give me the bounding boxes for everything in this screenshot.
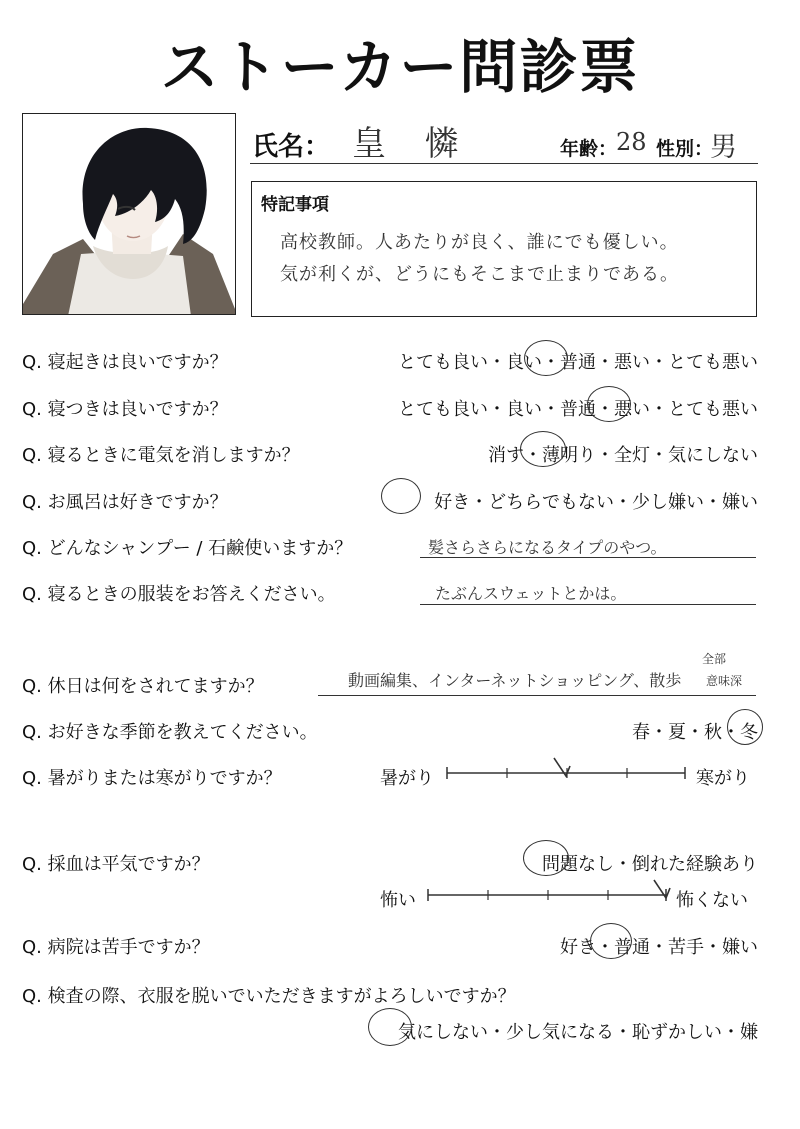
options-undress: 気にしない・少し気になる・恥ずかしい・嫌: [398, 1022, 758, 1043]
question-bath: Q. お風呂は好きですか？: [22, 492, 228, 513]
option[interactable]: 良い: [506, 399, 542, 420]
portrait-illustration: [23, 114, 236, 315]
option[interactable]: 嫌い: [722, 492, 758, 513]
option-selected[interactable]: 冬: [740, 722, 758, 743]
shampoo-answer-line: [420, 557, 756, 558]
option-selected[interactable]: 好き: [434, 492, 471, 513]
option[interactable]: とても悪い: [668, 399, 758, 420]
question-lights: Q. 寝るときに電気を消しますか？: [22, 445, 300, 466]
selection-circle: [523, 840, 569, 876]
option[interactable]: とても良い: [398, 352, 488, 373]
age-value: 28: [616, 128, 647, 156]
option[interactable]: 良い: [506, 352, 542, 373]
selection-circle: [381, 478, 421, 514]
notes-line-2: 気が利くが、どうにもそこまで止まりである。: [280, 264, 679, 285]
option-selected[interactable]: 普通: [614, 937, 650, 958]
option[interactable]: 夏: [668, 722, 686, 743]
scale-heat-cold[interactable]: [447, 764, 687, 786]
page-title: ストーカー問診票: [160, 33, 640, 101]
special-notes-label: 特記事項: [261, 195, 329, 215]
sex-label: 性別：: [656, 138, 714, 160]
selection-circle: [727, 709, 763, 745]
question-shampoo: Q. どんなシャンプー / 石鹸使いますか？: [22, 538, 353, 559]
question-sleepwear: Q. 寝るときの服装をお答えください。: [22, 584, 336, 605]
holiday-answer[interactable]: 動画編集、インターネットショッピング、散歩: [348, 671, 682, 690]
option-selected[interactable]: 問題なし: [542, 854, 614, 875]
option[interactable]: 全灯: [614, 445, 650, 466]
option[interactable]: 倒れた経験あり: [632, 854, 758, 875]
option[interactable]: 少し気になる: [506, 1022, 614, 1043]
holiday-answer-line: [318, 695, 756, 696]
option[interactable]: 好き: [560, 937, 596, 958]
scale-blood-fear[interactable]: [428, 886, 670, 908]
option[interactable]: どちらでもない: [488, 492, 614, 513]
options-hospital: 好き・普通・苦手・嫌い: [560, 937, 758, 958]
question-heat-cold: Q. 暑がりまたは寒がりですか？: [22, 768, 282, 789]
question-holiday: Q. 休日は何をされてますか？: [22, 676, 264, 697]
option[interactable]: 恥ずかしい: [632, 1022, 722, 1043]
option[interactable]: 普通: [560, 399, 596, 420]
selection-circle: [524, 340, 568, 376]
question-blood-draw: Q. 採血は平気ですか？: [22, 854, 210, 875]
question-hospital: Q. 病院は苦手ですか？: [22, 937, 210, 958]
option[interactable]: とても悪い: [668, 352, 758, 373]
question-wakeup: Q. 寝起きは良いですか？: [22, 352, 228, 373]
options-season: 春・夏・秋・冬: [632, 722, 758, 743]
option[interactable]: 嫌: [740, 1022, 758, 1043]
option[interactable]: 消す: [488, 445, 524, 466]
scale-right-label: 寒がり: [696, 768, 750, 789]
option-selected[interactable]: 悪い: [614, 399, 650, 420]
holiday-answer-note: 全部: [702, 652, 727, 666]
option[interactable]: 悪い: [614, 352, 650, 373]
selection-circle: [520, 431, 566, 467]
sex-value: 男: [710, 132, 737, 163]
option[interactable]: とても良い: [398, 399, 488, 420]
name-label: 氏名：: [252, 132, 331, 162]
question-season: Q. お好きな季節を教えてください。: [22, 722, 318, 743]
option[interactable]: 秋: [704, 722, 722, 743]
option[interactable]: 気にしない: [668, 445, 758, 466]
option[interactable]: 春: [632, 722, 650, 743]
options-bath: 好き・どちらでもない・少し嫌い・嫌い: [434, 492, 758, 513]
options-fall-asleep: とても良い・良い・普通・悪い・とても悪い: [398, 399, 758, 420]
name-underline: [250, 163, 758, 164]
scale-left-label: 怖い: [380, 890, 416, 911]
name-value: 皇 憐: [352, 124, 473, 164]
age-label: 年齢：: [560, 138, 618, 160]
shampoo-answer[interactable]: 髪さらさらになるタイプのやつ。: [428, 538, 667, 557]
question-undress: Q. 検査の際、衣服を脱いでいただきますがよろしいですか？: [22, 986, 516, 1007]
option-selected[interactable]: 気にしない: [398, 1022, 488, 1043]
scale-right-label: 怖くない: [676, 890, 748, 911]
profile-portrait: [22, 113, 236, 315]
notes-line-1: 高校教師。人あたりが良く、誰にでも優しい。: [280, 232, 679, 253]
sleepwear-answer[interactable]: たぶんスウェットとかは。: [435, 584, 627, 603]
selection-circle: [368, 1008, 412, 1046]
scale-left-label: 暑がり: [380, 768, 434, 789]
options-wakeup: とても良い・良い・普通・悪い・とても悪い: [398, 352, 758, 373]
option[interactable]: 嫌い: [722, 937, 758, 958]
option-selected[interactable]: 普通: [560, 352, 596, 373]
option-selected[interactable]: 薄明り: [542, 445, 596, 466]
option[interactable]: 少し嫌い: [632, 492, 704, 513]
selection-circle: [587, 386, 631, 422]
special-notes-box: [251, 181, 757, 317]
holiday-answer-note-2: 意味深: [706, 674, 743, 688]
selection-circle: [590, 923, 632, 959]
options-lights: 消す・薄明り・全灯・気にしない: [488, 445, 758, 466]
options-blood-draw: 問題なし・倒れた経験あり: [542, 854, 758, 875]
sleepwear-answer-line: [420, 604, 756, 605]
option[interactable]: 苦手: [668, 937, 704, 958]
question-fall-asleep: Q. 寝つきは良いですか？: [22, 399, 228, 420]
